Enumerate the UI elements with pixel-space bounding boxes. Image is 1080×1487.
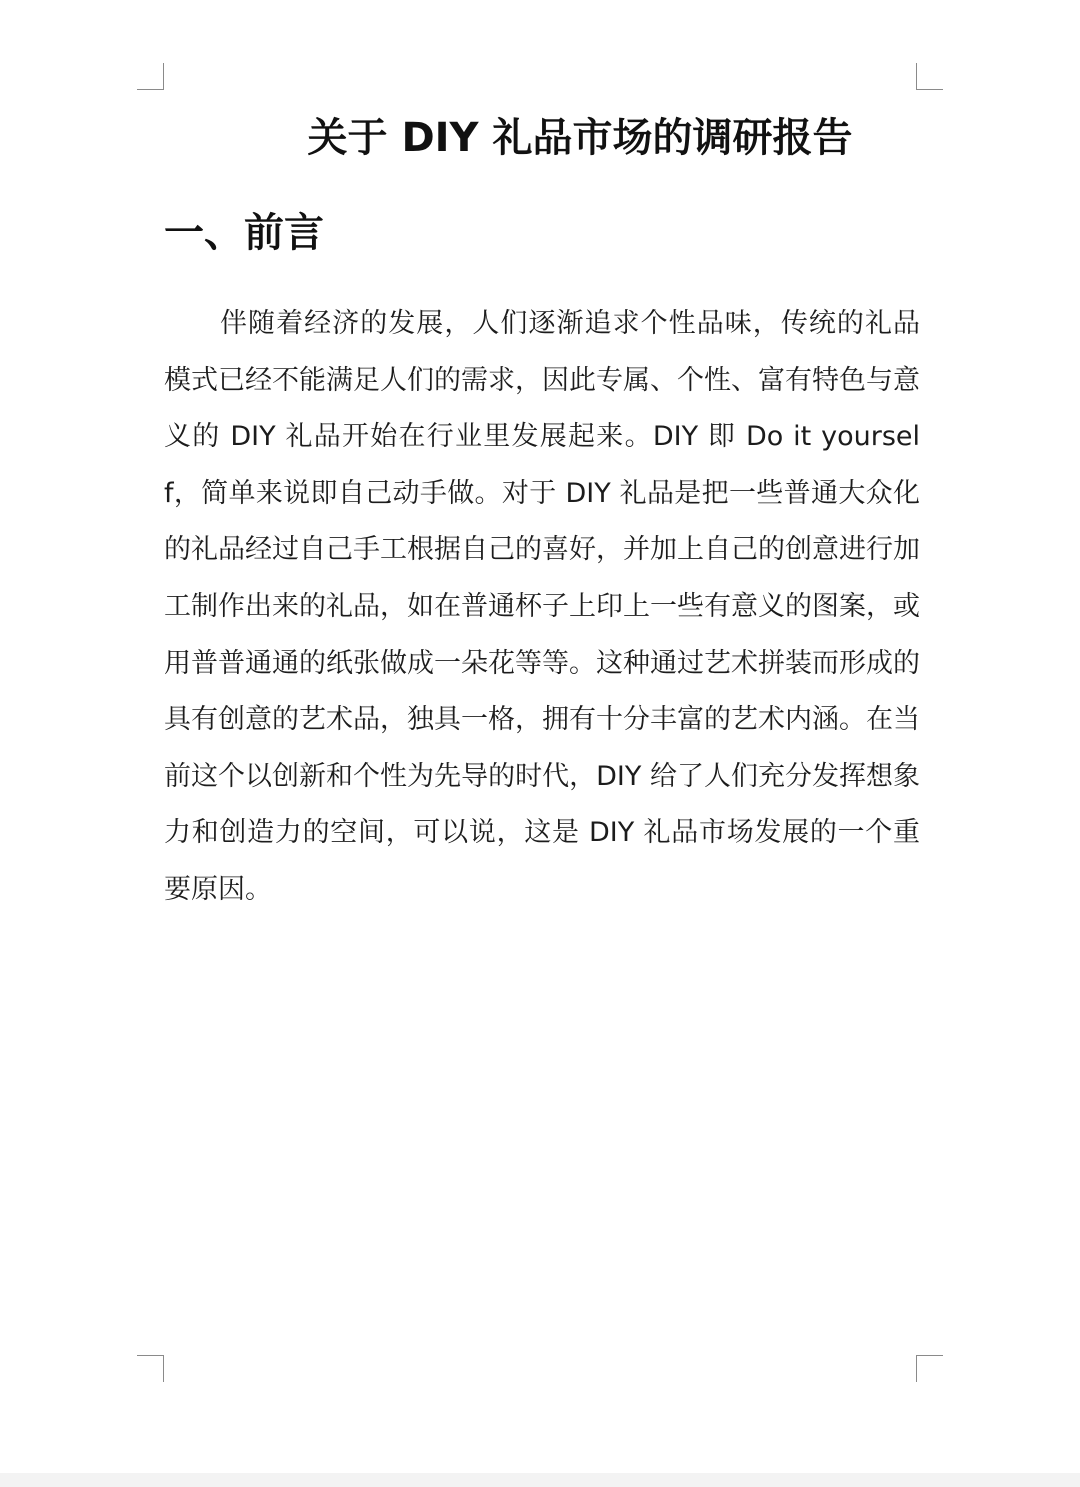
- page-bottom-edge: [0, 1473, 1080, 1487]
- crop-mark-top-right: [916, 63, 943, 90]
- crop-mark-bottom-right: [916, 1355, 943, 1382]
- section-heading: 一、前言: [164, 210, 324, 256]
- document-title: 关于 DIY 礼品市场的调研报告: [307, 115, 853, 161]
- crop-mark-top-left: [137, 63, 164, 90]
- body-paragraph: 伴随着经济的发展，人们逐渐追求个性品味，传统的礼品模式已经不能满足人们的需求，因此专属、个性、富有特色与意义的 DIY 礼品开始在行业里发展起来。DIY 即 Do it yourself，简单来说即自己动手做。对于 DIY 礼品是把一些普通大众化的礼品经过自己手工根据自己的喜好，并加上自己的创意进行加工制作出来的礼品，如在普通杯子上印上一些有意义的图案，或用普普通通的纸张做成一朵花等等。这种通过艺术拼装而形成的具有创意的艺术品，独具一格，拥有十分丰富的艺术内涵。在当前这个以创新和个性为先导的时代，DIY 给了人们充分发挥想象力和创造力的空间，可以说，这是 DIY 礼品市场发展的一个重要原因。: [164, 308, 920, 905]
- crop-mark-bottom-left: [137, 1355, 164, 1382]
